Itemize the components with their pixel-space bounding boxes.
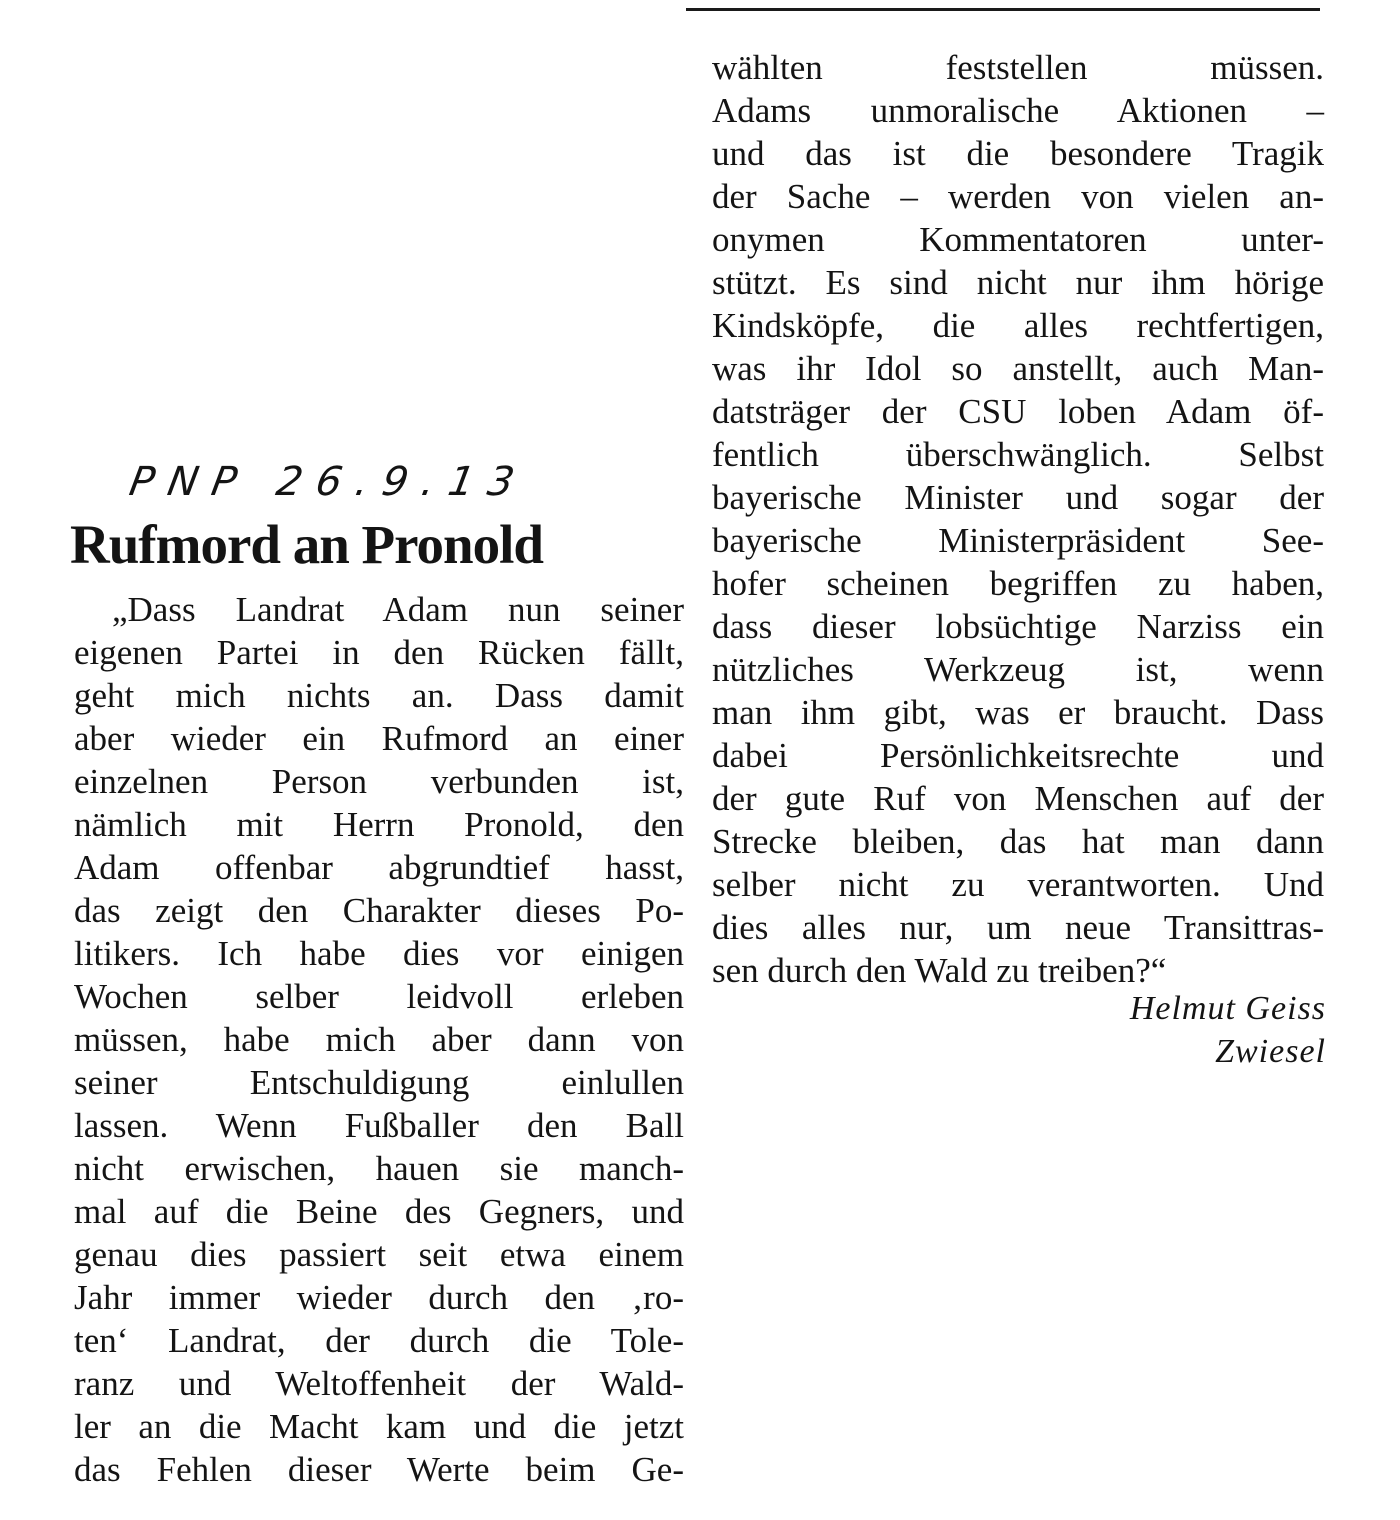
text-line: was ihr Idol so anstellt, auch Man- xyxy=(712,349,1324,388)
text-line: bayerische Minister und sogar der xyxy=(712,478,1324,517)
text-line: ten‘ Landrat, der durch die Tole- xyxy=(74,1321,684,1360)
text-line: litikers. Ich habe dies vor einigen xyxy=(74,934,684,973)
text-line: onymen Kommentatoren unter- xyxy=(712,220,1324,259)
text-line: einzelnen Person verbunden ist, xyxy=(74,762,684,801)
text-line: datsträger der CSU loben Adam öf- xyxy=(712,392,1324,431)
text-line: „Dass Landrat Adam nun seiner xyxy=(112,590,684,629)
text-line: hofer scheinen begriffen zu haben, xyxy=(712,564,1324,603)
headline: Rufmord an Pronold xyxy=(70,514,543,575)
text-line: nicht erwischen, hauen sie manch- xyxy=(74,1149,684,1188)
text-line: stützt. Es sind nicht nur ihm hörige xyxy=(712,263,1324,302)
text-line: Wochen selber leidvoll erleben xyxy=(74,977,684,1016)
text-line: dabei Persönlichkeitsrechte und xyxy=(712,736,1324,775)
text-line: ranz und Weltoffenheit der Wald- xyxy=(74,1364,684,1403)
text-line: und das ist die besondere Tragik xyxy=(712,134,1324,173)
text-line: mal auf die Beine des Gegners, und xyxy=(74,1192,684,1231)
text-line: eigenen Partei in den Rücken fällt, xyxy=(74,633,684,672)
text-line: Kindsköpfe, die alles rechtfertigen, xyxy=(712,306,1324,345)
text-line: lassen. Wenn Fußballer den Ball xyxy=(74,1106,684,1145)
text-line: nützliches Werkzeug ist, wenn xyxy=(712,650,1324,689)
top-column-rule xyxy=(686,8,1320,11)
text-line: fentlich überschwänglich. Selbst xyxy=(712,435,1324,474)
text-line: dass dieser lobsüchtige Narziss ein xyxy=(712,607,1324,646)
text-line: das zeigt den Charakter dieses Po- xyxy=(74,891,684,930)
text-line: seiner Entschuldigung einlullen xyxy=(74,1063,684,1102)
text-line: selber nicht zu verantworten. Und xyxy=(712,865,1324,904)
text-line: ler an die Macht kam und die jetzt xyxy=(74,1407,684,1446)
text-line: dies alles nur, um neue Transittras- xyxy=(712,908,1324,947)
author-city: Zwiesel xyxy=(1215,1033,1326,1070)
text-line: Jahr immer wieder durch den ‚ro- xyxy=(74,1278,684,1317)
left-text-column xyxy=(74,588,684,1491)
text-line: Strecke bleiben, das hat man dann xyxy=(712,822,1324,861)
text-line: sen durch den Wald zu treiben?“ xyxy=(712,951,1167,990)
text-line: genau dies passiert seit etwa einem xyxy=(74,1235,684,1274)
right-text-column xyxy=(712,46,1324,992)
text-line: nämlich mit Herrn Pronold, den xyxy=(74,805,684,844)
text-line: das Fehlen dieser Werte beim Ge- xyxy=(74,1450,684,1489)
handwritten-date-note: PNP 26.9.13 xyxy=(125,459,532,505)
text-line: aber wieder ein Rufmord an einer xyxy=(74,719,684,758)
text-line: Adam offenbar abgrundtief hasst, xyxy=(74,848,684,887)
text-line: geht mich nichts an. Dass damit xyxy=(74,676,684,715)
text-line: bayerische Ministerpräsident See- xyxy=(712,521,1324,560)
text-line: der Sache – werden von vielen an- xyxy=(712,177,1324,216)
text-line: man ihm gibt, was er braucht. Dass xyxy=(712,693,1324,732)
author-name: Helmut Geiss xyxy=(1129,990,1326,1027)
text-line: Adams unmoralische Aktionen – xyxy=(712,91,1324,130)
text-line: der gute Ruf von Menschen auf der xyxy=(712,779,1324,818)
text-line: wählten feststellen müssen. xyxy=(712,48,1324,87)
text-line: müssen, habe mich aber dann von xyxy=(74,1020,684,1059)
